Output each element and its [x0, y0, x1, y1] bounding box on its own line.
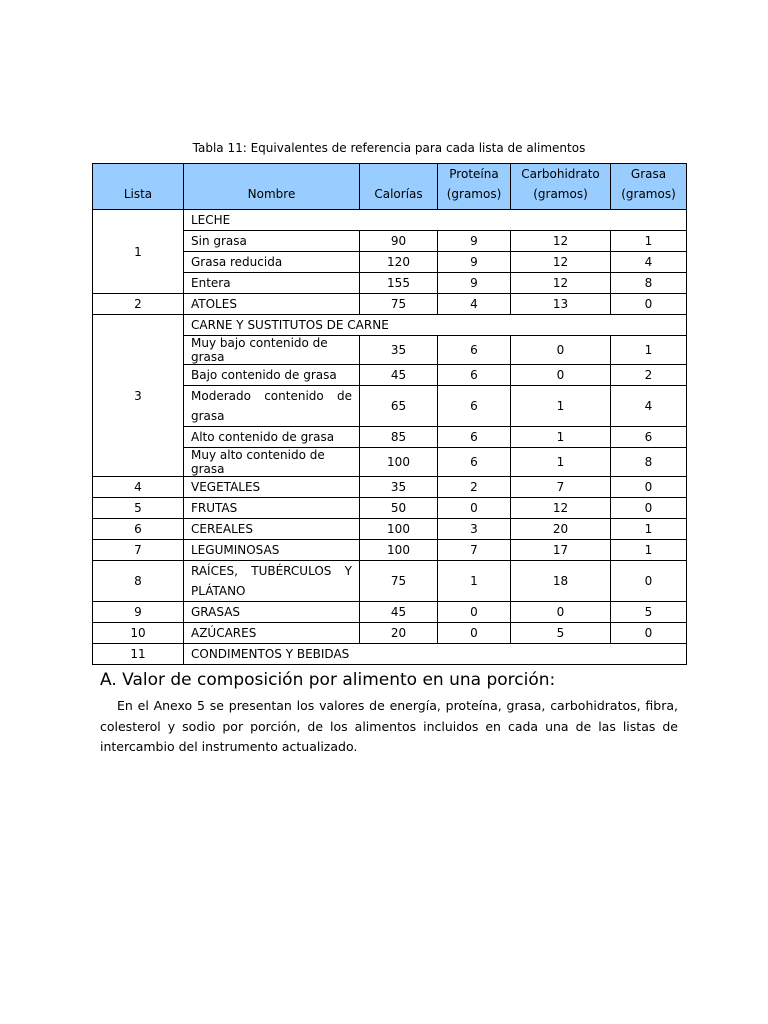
calories-value: 65	[360, 386, 438, 427]
calories-value: 100	[360, 519, 438, 540]
group-label: CARNE Y SUSTITUTOS DE CARNE	[184, 315, 687, 336]
calories-value: 20	[360, 623, 438, 644]
fat-value: 1	[611, 231, 687, 252]
table-row	[93, 210, 687, 231]
header-calorias: Calorías	[360, 164, 438, 210]
fat-value: 0	[611, 477, 687, 498]
table-row	[93, 644, 687, 665]
protein-value: 6	[438, 336, 511, 365]
carbohydrate-value: 12	[511, 252, 611, 273]
protein-value: 6	[438, 386, 511, 427]
header-grasa: Grasa (gramos)	[611, 164, 687, 210]
food-name: GRASAS	[184, 602, 360, 623]
header-proteina: Proteína (gramos)	[438, 164, 511, 210]
protein-value: 1	[438, 561, 511, 602]
calories-value: 120	[360, 252, 438, 273]
carbohydrate-value: 20	[511, 519, 611, 540]
food-name: RAÍCES, TUBÉRCULOS Y PLÁTANO	[184, 561, 360, 602]
lista-number: 5	[93, 498, 184, 519]
carbohydrate-value: 0	[511, 602, 611, 623]
fat-value: 1	[611, 540, 687, 561]
carbohydrate-value: 13	[511, 294, 611, 315]
lista-number: 10	[93, 623, 184, 644]
lista-number: 6	[93, 519, 184, 540]
protein-value: 6	[438, 365, 511, 386]
protein-value: 4	[438, 294, 511, 315]
lista-number: 9	[93, 602, 184, 623]
table-row	[93, 294, 687, 315]
food-name: Alto contenido de grasa	[184, 427, 360, 448]
food-name: Moderado contenido de grasa	[184, 386, 360, 427]
carbohydrate-value: 17	[511, 540, 611, 561]
carbohydrate-value: 12	[511, 498, 611, 519]
food-name: AZÚCARES	[184, 623, 360, 644]
calories-value: 90	[360, 231, 438, 252]
protein-value: 3	[438, 519, 511, 540]
calories-value: 45	[360, 602, 438, 623]
protein-value: 9	[438, 231, 511, 252]
protein-value: 7	[438, 540, 511, 561]
fat-value: 8	[611, 448, 687, 477]
carbohydrate-value: 12	[511, 273, 611, 294]
table-row	[93, 315, 687, 336]
lista-number: 7	[93, 540, 184, 561]
food-name: ATOLES	[184, 294, 360, 315]
food-name: VEGETALES	[184, 477, 360, 498]
protein-value: 6	[438, 448, 511, 477]
carbohydrate-value: 12	[511, 231, 611, 252]
protein-value: 0	[438, 602, 511, 623]
fat-value: 5	[611, 602, 687, 623]
calories-value: 75	[360, 294, 438, 315]
reference-equivalents-table	[92, 163, 687, 665]
group-label: LECHE	[184, 210, 687, 231]
lista-number: 4	[93, 477, 184, 498]
table-row	[93, 498, 687, 519]
fat-value: 1	[611, 336, 687, 365]
carbohydrate-value: 0	[511, 365, 611, 386]
fat-value: 2	[611, 365, 687, 386]
calories-value: 100	[360, 448, 438, 477]
food-name: LEGUMINOSAS	[184, 540, 360, 561]
fat-value: 6	[611, 427, 687, 448]
carbohydrate-value: 0	[511, 336, 611, 365]
protein-value: 2	[438, 477, 511, 498]
fat-value: 4	[611, 386, 687, 427]
lista-number: 3	[93, 315, 184, 477]
lista-number: 11	[93, 644, 184, 665]
fat-value: 8	[611, 273, 687, 294]
carbohydrate-value: 7	[511, 477, 611, 498]
header-carbohidrato: Carbohidrato (gramos)	[511, 164, 611, 210]
protein-value: 0	[438, 623, 511, 644]
calories-value: 50	[360, 498, 438, 519]
carbohydrate-value: 5	[511, 623, 611, 644]
carbohydrate-value: 18	[511, 561, 611, 602]
table-caption: Tabla 11: Equivalentes de referencia para cada lista de alimentos	[192, 141, 586, 155]
table-header-row	[93, 164, 687, 210]
table-row	[93, 519, 687, 540]
section-heading: A. Valor de composición por alimento en una porción:	[100, 670, 556, 690]
food-name: Entera	[184, 273, 360, 294]
calories-value: 45	[360, 365, 438, 386]
header-lista: Lista	[93, 164, 184, 210]
calories-value: 35	[360, 336, 438, 365]
table-row	[93, 561, 687, 602]
food-name: Muy alto contenido de grasa	[184, 448, 360, 477]
food-name: Grasa reducida	[184, 252, 360, 273]
lista-number: 8	[93, 561, 184, 602]
table-row	[93, 540, 687, 561]
fat-value: 0	[611, 623, 687, 644]
calories-value: 85	[360, 427, 438, 448]
food-name: Bajo contenido de grasa	[184, 365, 360, 386]
protein-value: 0	[438, 498, 511, 519]
fat-value: 0	[611, 498, 687, 519]
carbohydrate-value: 1	[511, 448, 611, 477]
fat-value: 4	[611, 252, 687, 273]
food-name: Sin grasa	[184, 231, 360, 252]
food-name: CEREALES	[184, 519, 360, 540]
calories-value: 155	[360, 273, 438, 294]
food-name: Muy bajo contenido de grasa	[184, 336, 360, 365]
calories-value: 75	[360, 561, 438, 602]
lista-number: 2	[93, 294, 184, 315]
calories-value: 35	[360, 477, 438, 498]
lista-number: 1	[93, 210, 184, 294]
calories-value: 100	[360, 540, 438, 561]
section-paragraph: En el Anexo 5 se presentan los valores de energía, proteína, grasa, carbohidratos, fibra, colesterol y sodio por porción, de los alimentos incluidos en cada una de las listas de intercambio del instrumento actualizado.	[100, 698, 678, 754]
fat-value: 1	[611, 519, 687, 540]
table-row	[93, 623, 687, 644]
protein-value: 6	[438, 427, 511, 448]
food-name: FRUTAS	[184, 498, 360, 519]
table-row	[93, 602, 687, 623]
fat-value: 0	[611, 561, 687, 602]
protein-value: 9	[438, 252, 511, 273]
protein-value: 9	[438, 273, 511, 294]
group-label: CONDIMENTOS Y BEBIDAS	[184, 644, 687, 665]
carbohydrate-value: 1	[511, 386, 611, 427]
carbohydrate-value: 1	[511, 427, 611, 448]
table-row	[93, 477, 687, 498]
fat-value: 0	[611, 294, 687, 315]
header-nombre: Nombre	[184, 164, 360, 210]
